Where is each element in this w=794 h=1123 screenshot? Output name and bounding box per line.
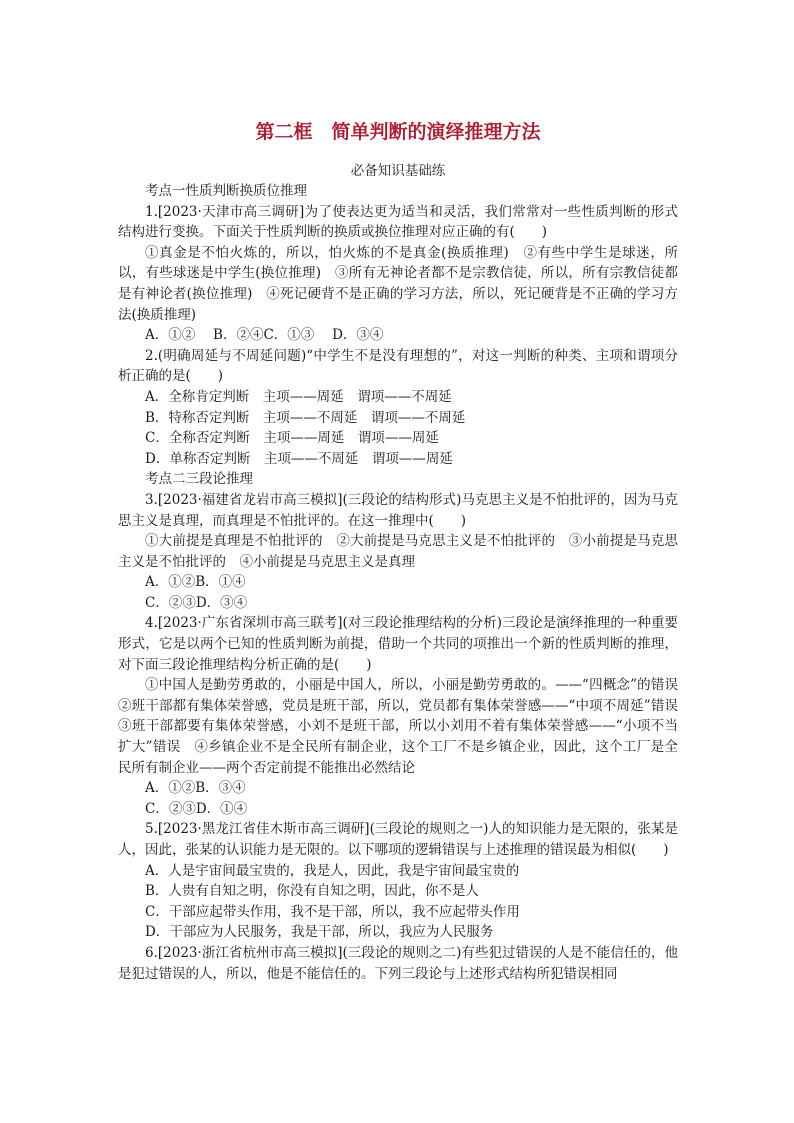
answer-options: D．单称否定判断 主项——不周延 谓项——周延	[145, 450, 453, 467]
answer-options: B．特称否定判断 主项——不周延 谓项——不周延	[145, 409, 466, 426]
paragraph: ①大前提是真理是不怕批评的 ②大前提是马克思主义是不怕批评的 ③小前提是马克思主义是不怕批评的 ④小前提是马克思主义是真理	[118, 533, 678, 570]
answer-options: A．全称肯定判断 主项——周延 谓项——不周延	[145, 388, 452, 405]
answer-options: B．人贵有自知之明，你没有自知之明，因此，你不是人	[145, 883, 479, 900]
answer-options: C．②③D．③④	[145, 594, 248, 611]
paragraph: 考点一性质判断换质位推理	[145, 183, 307, 199]
paragraph: ①真金是不怕火炼的，所以，怕火炼的不是真金(换质推理) ②有些中学生是球迷，所以，有些球迷是中学生(换位推理) ③所有无神论者都不是宗教信徒，所以，所有宗教信徒都是有神论者(换位推理) ④死记硬背不是正确的学习方法，所以，死记硬背是不正确的学习方法(换质推理)	[118, 244, 678, 323]
answer-options: D．干部应为人民服务，我是干部，所以，我应为人民服务	[145, 924, 494, 941]
paragraph: 考点二三段论推理	[145, 471, 253, 488]
answer-options: A．①② B．②④C．①③ D．③④	[145, 327, 384, 344]
paragraph: 6.[2023·浙江省杭州市高三模拟](三段论的规则之二)有些犯过错误的人是不能信任的，他是犯过错误的人，所以，他是不能信任的。下列三段论与上述形式结构所犯错误相同	[118, 944, 678, 982]
paragraph: 5.[2023·黑龙江省佳木斯市高三调研](三段论的规则之一)人的知识能力是无限的，张某是人，因此，张某的认识能力是无限的。以下哪项的逻辑错误与上述推理的错误最为相似( )	[118, 821, 678, 858]
paragraph: 1.[2023·天津市高三调研]为了使表达更为适当和灵活，我们常常对一些性质判断的形式结构进行变换。下面关于性质判断的换质或换位推理对应正确的有( )	[118, 203, 678, 241]
paragraph: ①中国人是勤劳勇敢的，小丽是中国人，所以，小丽是勤劳勇敢的。——“四概念”的错误 ②班干部都有集体荣誉感，党员是班干部，所以，党员都有集体荣誉感——“中项不周延”错误 ③班干部都要有集体荣誉感，小刘不是班干部，所以小刘用不着有集体荣誉感——“小项不当扩大”错误 ④乡镇企业不是全民所有制企业，这个工厂不是乡镇企业，因此，这个工厂是全民所有制企业——两个否定前提不能推出必然结论	[118, 677, 692, 776]
answer-options: A．人是宇宙间最宝贵的，我是人，因此，我是宇宙间最宝贵的	[145, 862, 520, 879]
document-body	[118, 181, 692, 984]
answer-options: A．①②B．③④	[145, 780, 246, 797]
paragraph: 2.(明确周延与不周延问题)“中学生不是没有理想的”，对这一判断的种类、主项和谓项分析正确的是( )	[118, 347, 678, 385]
answer-options: C．②③D．①④	[145, 800, 248, 817]
paragraph: 4.[2023·广东省深圳市高三联考](对三段论推理结构的分析)三段论是演绎推理的一种重要形式，它是以两个已知的性质判断为前提，借助一个共同的项推出一个新的性质判断的推理，对下面三段论推理结构分析正确的是( )	[118, 615, 678, 673]
section-subtitle: 必备知识基础练	[350, 163, 446, 179]
answer-options: C．全称否定判断 主项——周延 谓项——周延	[145, 430, 439, 447]
answer-options: A．①②B．①④	[145, 574, 246, 591]
paragraph: 3.[2023·福建省龙岩市高三模拟](三段论的结构形式)马克思主义是不怕批评的，因为马克思主义是真理，而真理是不怕批评的。在这一推理中( )	[118, 491, 678, 529]
answer-options: C．干部应起带头作用，我不是干部，所以，我不应起带头作用	[145, 903, 520, 920]
page-title: 第二框 简单判断的演绎推理方法	[255, 121, 541, 143]
